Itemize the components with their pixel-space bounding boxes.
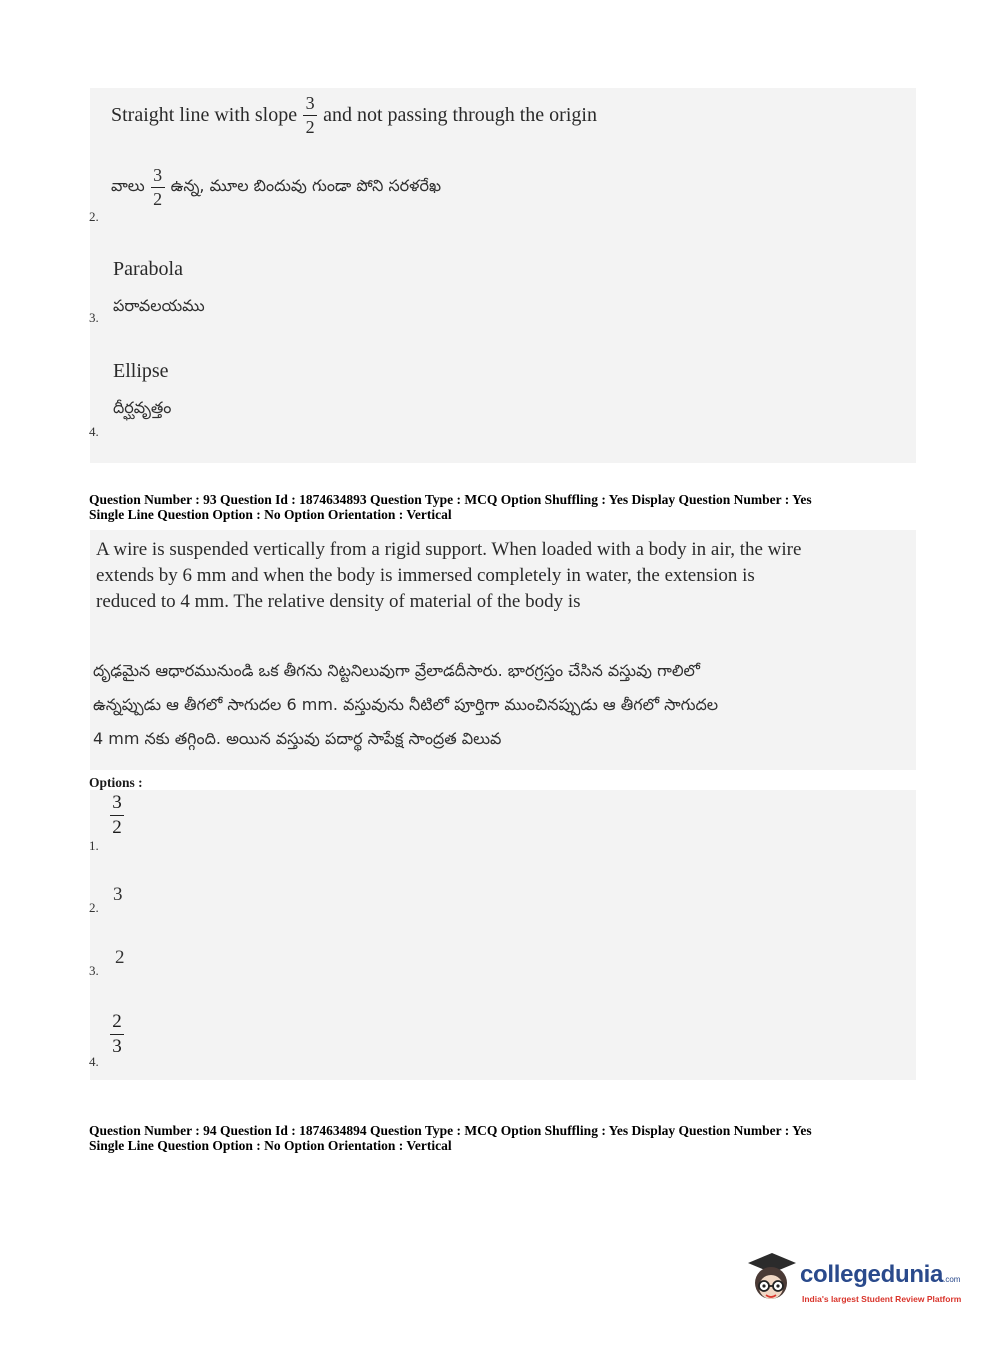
fraction-denominator: 3 (112, 1035, 122, 1057)
q93-english-line3: reduced to 4 mm. The relative density of material of the body is (96, 591, 581, 612)
q93-telugu-line2: ఉన్నప్పుడు ఆ తీగలో సాగుదల 6 mm. వస్తువును నీటిలో పూర్తిగా ముంచినప్పుడు ఆ తీగలో సాగుదల (93, 695, 719, 714)
option-1-fraction (110, 793, 124, 838)
q93-option-number-2: 2. (89, 900, 99, 915)
q94-meta-line1: Question Number : 94 Question Id : 1874634894 Question Type : MCQ Option Shuffling : Yes Display Question Number : Yes (89, 1123, 812, 1138)
collegedunia-logo (742, 1247, 972, 1317)
option-4-telugu: దీర్ఘవృత్తం (113, 398, 172, 417)
fraction-denominator: 2 (112, 816, 122, 838)
fraction-bar (110, 815, 124, 816)
option-2-telugu-after: ఉన్న, మూల బిందువు గుండా పోని సరళరేఖ (170, 175, 442, 195)
fraction-denominator: 2 (305, 116, 315, 137)
option-number-4: 4. (89, 424, 99, 439)
q93-telugu-line3: 4 mm నకు తగ్గింది. అయిన వస్తువు పదార్థ సాపేక్ష సాంద్రత విలువ (93, 729, 502, 748)
q93-options-panel (90, 790, 916, 1080)
q94-meta (89, 1123, 812, 1153)
option-4-fraction (110, 1012, 124, 1057)
q93-option-number-1: 1. (89, 838, 99, 853)
q93-options-label: Options : (89, 775, 143, 790)
option-3-telugu: పరావలయము (113, 296, 205, 315)
slope-fraction (303, 94, 317, 137)
q93-english-line1: A wire is suspended vertically from a rigid support. When loaded with a body in air, the wire (96, 539, 802, 560)
q93-option-1-value (110, 793, 124, 838)
q93-option-number-3: 3. (89, 963, 99, 978)
slope-fraction-telugu (151, 166, 165, 209)
q93-option-3-value: 2 (115, 947, 125, 968)
fraction-numerator: 2 (112, 1011, 122, 1032)
option-3-english: Parabola (113, 258, 183, 280)
logo-tagline: India's largest Student Review Platform (802, 1294, 962, 1304)
logo-wordmark: collegedunia (800, 1261, 944, 1288)
option-2-telugu-before: వాలు (111, 175, 145, 195)
q93-telugu-line1: దృఢమైన ఆధారమునుండి ఒక తీగను నిట్టనిలువుగా వ్రేలాడదీసారు. భారగ్రస్తం చేసిన వస్తువు గాలిలో (93, 661, 701, 680)
fraction-numerator: 3 (153, 165, 163, 185)
fraction-bar (151, 187, 165, 188)
q93-meta-line1: Question Number : 93 Question Id : 1874634893 Question Type : MCQ Option Shuffling : Yes Display Question Number : Yes (89, 492, 812, 507)
option-2-text-after: and not passing through the origin (323, 103, 597, 126)
q93-option-4-value (110, 1012, 124, 1057)
prev-options-panel (90, 88, 916, 463)
q93-english-line2: extends by 6 mm and when the body is immersed completely in water, the extension is (96, 565, 755, 586)
option-number-2: 2. (89, 209, 99, 224)
option-number-3: 3. (89, 310, 99, 325)
q93-option-number-4: 4. (89, 1054, 99, 1069)
option-2-telugu (111, 166, 441, 209)
q93-meta (89, 492, 812, 522)
option-2-english (111, 94, 597, 137)
fraction-bar (110, 1034, 124, 1035)
fraction-bar (303, 115, 317, 116)
q93-option-2-value: 3 (113, 884, 123, 905)
mascot-icon (742, 1249, 800, 1311)
option-4-english: Ellipse (113, 360, 169, 382)
logo-suffix: .com (943, 1275, 961, 1284)
q93-meta-line2: Single Line Question Option : No Option Orientation : Vertical (89, 507, 452, 522)
q94-meta-line2: Single Line Question Option : No Option Orientation : Vertical (89, 1138, 452, 1153)
option-2-text-before: Straight line with slope (111, 103, 298, 126)
q93-english-text (96, 537, 866, 615)
fraction-denominator: 2 (153, 188, 163, 209)
fraction-numerator: 3 (305, 93, 315, 113)
fraction-numerator: 3 (112, 792, 122, 813)
q93-telugu-text (93, 654, 873, 756)
